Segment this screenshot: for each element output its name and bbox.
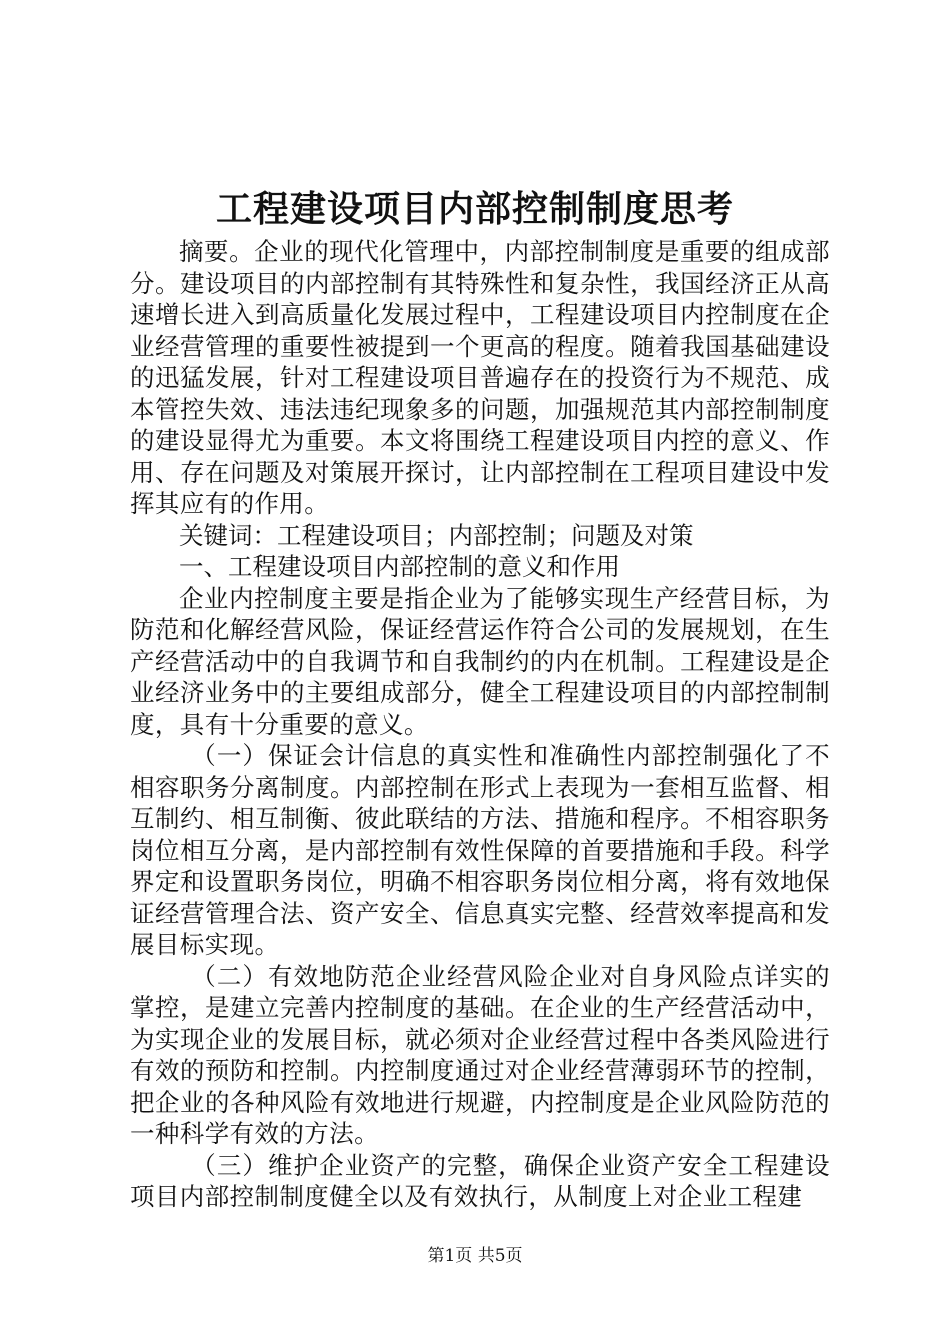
- document-title: 工程建设项目内部控制制度思考: [215, 188, 734, 230]
- subsection-paragraph-2: （二）有效地防范企业经营风险企业对自身风险点详实的掌控，是建立完善内控制度的基础。在企业的生产经营活动中，为实现企业的发展目标，就必须对企业经营过程中各类风险进行有效的预防和控制。内控制度通过对企业经营薄弱环节的控制，把企业的各种风险有效地进行规避，内控制度是企业风险防范的一种科学有效的方法。: [130, 961, 830, 1148]
- page-number-footer: 第1页 共5页: [427, 1246, 523, 1266]
- keywords-line: 关键词：工程建设项目；内部控制；问题及对策: [179, 520, 694, 550]
- body-paragraph: 企业内控制度主要是指企业为了能够实现生产经营目标，为防范和化解经营风险，保证经营运作符合公司的发展规划，在生产经营活动中的自我调节和自我制约的内在机制。工程建设是企业经济业务中的主要组成部分，健全工程建设项目的内部控制制度，具有十分重要的意义。: [130, 583, 830, 739]
- section-heading: 一、工程建设项目内部控制的意义和作用: [179, 552, 620, 581]
- document-body: [130, 236, 830, 1213]
- subsection-paragraph-3: （三）维护企业资产的完整，确保企业资产安全工程建设项目内部控制制度健全以及有效执行，从制度上对企业工程建: [130, 1150, 830, 1211]
- abstract-paragraph: 摘要。企业的现代化管理中，内部控制制度是重要的组成部分。建设项目的内部控制有其特殊性和复杂性，我国经济正从高速增长进入到高质量化发展过程中，工程建设项目内控制度在企业经营管理的重要性被提到一个更高的程度。随着我国基础建设的迅猛发展，针对工程建设项目普遍存在的投资行为不规范、成本管控失效、违法违纪现象多的问题，加强规范其内部控制制度的建设显得尤为重要。本文将围绕工程建设项目内控的意义、作用、存在问题及对策展开探讨，让内部控制在工程项目建设中发挥其应有的作用。: [130, 237, 830, 518]
- subsection-paragraph-1: （一）保证会计信息的真实性和准确性内部控制强化了不相容职务分离制度。内部控制在形式上表现为一套相互监督、相互制约、相互制衡、彼此联结的方法、措施和程序。不相容职务岗位相互分离，是内部控制有效性保障的首要措施和手段。科学界定和设置职务岗位，明确不相容职务岗位相分离，将有效地保证经营管理合法、资产安全、信息真实完整、经营效率提高和发展目标实现。: [130, 741, 830, 959]
